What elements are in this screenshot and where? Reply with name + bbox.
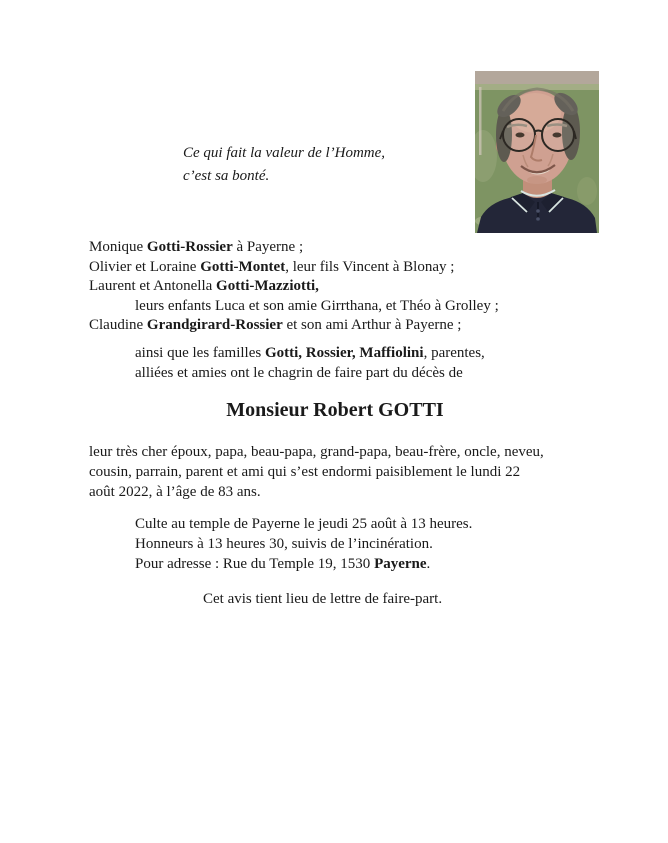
quote-line: c’est sa bonté. <box>183 168 270 184</box>
family-name-bold: Grandgirard-Rossier <box>146 317 283 333</box>
eulogy-line: cousin, parrain, parent et ami qui s’est endormi paisiblement le lundi 22 <box>89 464 521 480</box>
ceremony-text: . <box>426 556 431 572</box>
eulogy <box>89 442 544 502</box>
ceremony-details <box>135 514 472 574</box>
photo-fence-post <box>479 87 482 155</box>
photo-field-strip <box>475 71 599 84</box>
portrait-photo-drawing <box>475 71 599 233</box>
family-line-indented <box>135 297 499 317</box>
family-name-bold: Gotti-Montet <box>200 258 286 275</box>
announcement-line <box>135 343 485 363</box>
ceremony-city-bold: Payerne <box>374 556 427 572</box>
family-text: , leur fils Vincent à Blonay ; <box>285 258 455 275</box>
portrait-chin-shadow <box>527 176 547 184</box>
family-text: à Payerne ; <box>232 239 304 255</box>
family-line <box>89 277 499 297</box>
family-line <box>89 258 499 278</box>
family-line <box>89 316 499 336</box>
announcement-families-bold: Gotti, Rossier, Maffiolini <box>264 345 424 361</box>
announcement-text: alliées et amies ont le chagrin de faire part du décès de <box>135 365 463 381</box>
quote <box>183 142 385 188</box>
ceremony-line: Culte au temple de Payerne le jeudi 25 août à 13 heures. <box>135 516 473 532</box>
family-text: Monique <box>89 239 147 255</box>
announcement-text: , parentes, <box>423 345 485 361</box>
closing-note <box>203 589 442 609</box>
eulogy-line: août 2022, à l’âge de 83 ans. <box>89 484 261 500</box>
family-list <box>89 238 499 336</box>
announcement <box>135 343 485 383</box>
family-text: Laurent et Antonella <box>89 278 217 294</box>
deceased-name-block <box>89 398 581 422</box>
portrait-button <box>536 209 540 213</box>
ceremony-line: Honneurs à 13 heures 30, suivis de l’incinération. <box>135 536 433 552</box>
portrait-photo <box>475 71 599 233</box>
portrait-eye-left <box>516 133 525 138</box>
family-text: Olivier et Loraine <box>89 258 201 275</box>
family-line <box>89 238 499 258</box>
eulogy-line: leur très cher époux, papa, beau-papa, grand-papa, beau-frère, oncle, neveu, <box>89 444 544 460</box>
family-text: et son ami Arthur à Payerne ; <box>282 317 462 333</box>
family-text: Claudine <box>89 317 147 333</box>
ceremony-text: Pour adresse : Rue du Temple 19, 1530 <box>135 556 375 572</box>
family-text: leurs enfants Luca et son amie Girrthana, et Théo à Grolley ; <box>135 297 499 314</box>
family-name-bold: Gotti-Mazziotti, <box>216 278 319 294</box>
deceased-name: Monsieur Robert GOTTI <box>226 399 444 421</box>
announcement-line <box>135 363 485 383</box>
portrait-button <box>536 217 540 221</box>
photo-grass-patch <box>577 177 597 205</box>
ceremony-line <box>135 554 472 574</box>
announcement-text: ainsi que les familles <box>135 345 265 361</box>
portrait-eye-right <box>553 133 562 138</box>
closing-line: Cet avis tient lieu de lettre de faire-part. <box>203 591 443 607</box>
family-name-bold: Gotti-Rossier <box>146 239 233 255</box>
quote-line: Ce qui fait la valeur de l’Homme, <box>183 145 386 161</box>
